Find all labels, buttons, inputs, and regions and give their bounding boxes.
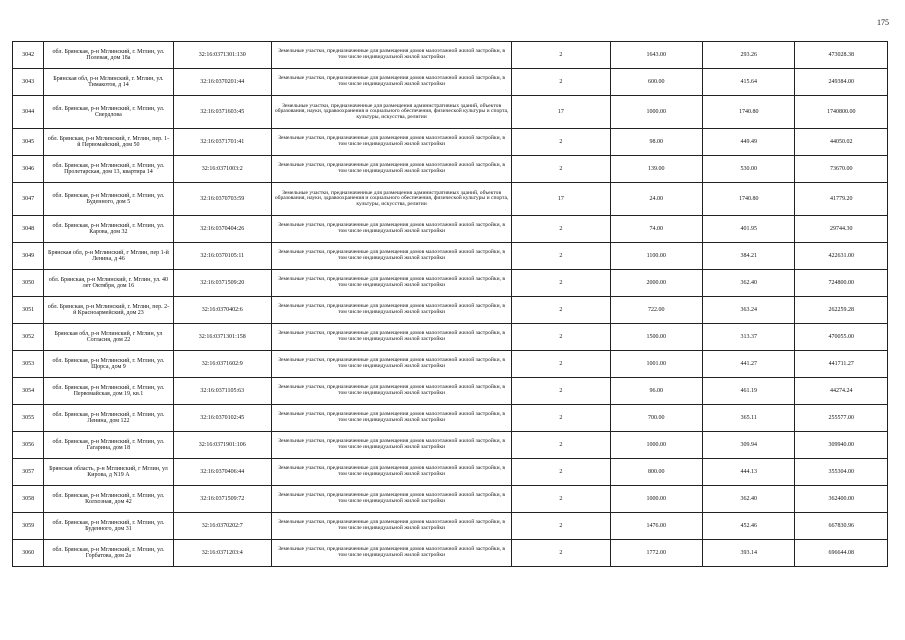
table-row bbox=[13, 297, 888, 324]
land-use-cell: Земельные участки, предназначенные для размещения административных зданий, объектов образования, науки, здравоохранения и социального обеспечения, физической культуры и спорта, культуры, искусства, религии bbox=[271, 96, 511, 129]
group-cell: 2 bbox=[512, 243, 610, 270]
land-use-cell: Земельные участки, предназначенные для размещения домов малоэтажной жилой застройки, в том числе индивидуальной жилой застройки bbox=[271, 540, 511, 567]
row-number-cell: 3058 bbox=[13, 486, 44, 513]
row-number-cell: 3057 bbox=[13, 459, 44, 486]
table-row bbox=[13, 540, 888, 567]
address-cell: обл. Брянская, р-н Мглинский, г. Мглин, ул. 40 лет Октября, дом 16 bbox=[44, 270, 173, 297]
land-use-cell: Земельные участки, предназначенные для размещения административных зданий, объектов образования, науки, здравоохранения и социального обеспечения, физической культуры и спорта, культуры, искусства, религии bbox=[271, 183, 511, 216]
cadastral-number-cell: 32:16:0371301:158 bbox=[173, 324, 271, 351]
land-use-cell: Земельные участки, предназначенные для размещения домов малоэтажной жилой застройки, в том числе индивидуальной жилой застройки bbox=[271, 297, 511, 324]
area-cell: 1100.00 bbox=[610, 243, 702, 270]
cadastral-number-cell: 32:16:0371603:45 bbox=[173, 96, 271, 129]
address-cell: обл. Брянская, р-н Мглинский, г. Мглин, ул. Полевая, дом 18а bbox=[44, 42, 173, 69]
row-number-cell: 3052 bbox=[13, 324, 44, 351]
table-row bbox=[13, 378, 888, 405]
land-use-cell: Земельные участки, предназначенные для размещения домов малоэтажной жилой застройки, в том числе индивидуальной жилой застройки bbox=[271, 42, 511, 69]
group-cell: 2 bbox=[512, 432, 610, 459]
row-number-cell: 3060 bbox=[13, 540, 44, 567]
row-number-cell: 3051 bbox=[13, 297, 44, 324]
cadastral-value-cell: 29744.30 bbox=[795, 216, 888, 243]
address-cell: обл. Брянская, р-н Мглинский, г. Мглин, ул. Гагарина, дом 18 bbox=[44, 432, 173, 459]
unit-value-cell: 393.14 bbox=[703, 540, 795, 567]
address-cell: обл. Брянская, р-н Мглинский, г. Мглин, ул. Пролетарская, дом 13, квартира 14 bbox=[44, 156, 173, 183]
unit-value-cell: 365.11 bbox=[703, 405, 795, 432]
land-use-cell: Земельные участки, предназначенные для размещения домов малоэтажной жилой застройки, в том числе индивидуальной жилой застройки bbox=[271, 405, 511, 432]
cadastral-number-cell: 32:16:0371003:2 bbox=[173, 156, 271, 183]
land-parcels-table bbox=[12, 41, 888, 567]
group-cell: 2 bbox=[512, 297, 610, 324]
cadastral-number-cell: 32:16:0370202:7 bbox=[173, 513, 271, 540]
group-cell: 2 bbox=[512, 129, 610, 156]
table-row bbox=[13, 405, 888, 432]
address-cell: обл. Брянская, р-н Мглинский, г. Мглин, ул. Щорса, дом 9 bbox=[44, 351, 173, 378]
cadastral-number-cell: 32:16:0371301:130 bbox=[173, 42, 271, 69]
land-use-cell: Земельные участки, предназначенные для размещения домов малоэтажной жилой застройки, в том числе индивидуальной жилой застройки bbox=[271, 216, 511, 243]
area-cell: 96.00 bbox=[610, 378, 702, 405]
cadastral-number-cell: 32:16:0371203:4 bbox=[173, 540, 271, 567]
address-cell: Брянская обл, р-н Мглинский, г. Мглин, ул. Тимакотов, д 14 bbox=[44, 69, 173, 96]
cadastral-value-cell: 362400.00 bbox=[795, 486, 888, 513]
cadastral-value-cell: 44274.24 bbox=[795, 378, 888, 405]
unit-value-cell: 461.19 bbox=[703, 378, 795, 405]
land-use-cell: Земельные участки, предназначенные для размещения домов малоэтажной жилой застройки, в том числе индивидуальной жилой застройки bbox=[271, 156, 511, 183]
row-number-cell: 3046 bbox=[13, 156, 44, 183]
cadastral-value-cell: 309940.00 bbox=[795, 432, 888, 459]
cadastral-value-cell: 262259.28 bbox=[795, 297, 888, 324]
address-cell: обл. Брянская, р-н Мглинский, г. Мглин, ул. Горбатова, дом 2а bbox=[44, 540, 173, 567]
group-cell: 2 bbox=[512, 378, 610, 405]
row-number-cell: 3050 bbox=[13, 270, 44, 297]
address-cell: обл. Брянская, р-н Мглинский, г. Мглин, ул. Буденного, дом 31 bbox=[44, 513, 173, 540]
land-use-cell: Земельные участки, предназначенные для размещения домов малоэтажной жилой застройки, в том числе индивидуальной жилой застройки bbox=[271, 270, 511, 297]
address-cell: обл. Брянская, р-н Мглинский, г. Мглин, пер. 1-й Первомайский, дом 50 bbox=[44, 129, 173, 156]
unit-value-cell: 401.95 bbox=[703, 216, 795, 243]
cadastral-number-cell: 32:16:0371509:72 bbox=[173, 486, 271, 513]
unit-value-cell: 1740.80 bbox=[703, 183, 795, 216]
area-cell: 1643.00 bbox=[610, 42, 702, 69]
cadastral-value-cell: 249384.00 bbox=[795, 69, 888, 96]
area-cell: 98.00 bbox=[610, 129, 702, 156]
land-use-cell: Земельные участки, предназначенные для размещения домов малоэтажной жилой застройки, в том числе индивидуальной жилой застройки bbox=[271, 486, 511, 513]
unit-value-cell: 530.00 bbox=[703, 156, 795, 183]
address-cell: обл. Брянская, р-н Мглинский, г. Мглин, ул. Буденного, дом 5 bbox=[44, 183, 173, 216]
unit-value-cell: 444.13 bbox=[703, 459, 795, 486]
cadastral-number-cell: 32:16:0370402:6 bbox=[173, 297, 271, 324]
address-cell: обл. Брянская, р-н Мглинский, г. Мглин, ул. Первомайская, дом 19, кв.1 bbox=[44, 378, 173, 405]
land-use-cell: Земельные участки, предназначенные для размещения домов малоэтажной жилой застройки, в том числе индивидуальной жилой застройки bbox=[271, 324, 511, 351]
group-cell: 2 bbox=[512, 540, 610, 567]
cadastral-number-cell: 32:16:0370404:26 bbox=[173, 216, 271, 243]
land-use-cell: Земельные участки, предназначенные для размещения домов малоэтажной жилой застройки, в том числе индивидуальной жилой застройки bbox=[271, 69, 511, 96]
row-number-cell: 3054 bbox=[13, 378, 44, 405]
group-cell: 2 bbox=[512, 69, 610, 96]
cadastral-number-cell: 32:16:0370703:59 bbox=[173, 183, 271, 216]
land-use-cell: Земельные участки, предназначенные для размещения домов малоэтажной жилой застройки, в том числе индивидуальной жилой застройки bbox=[271, 459, 511, 486]
unit-value-cell: 415.64 bbox=[703, 69, 795, 96]
cadastral-number-cell: 32:16:0370105:11 bbox=[173, 243, 271, 270]
row-number-cell: 3055 bbox=[13, 405, 44, 432]
address-cell: обл. Брянская, р-н Мглинский, г. Мглин, ул. Колхозная, дом 42 bbox=[44, 486, 173, 513]
unit-value-cell: 362.40 bbox=[703, 270, 795, 297]
unit-value-cell: 363.24 bbox=[703, 297, 795, 324]
group-cell: 2 bbox=[512, 351, 610, 378]
area-cell: 1000.00 bbox=[610, 432, 702, 459]
area-cell: 600.00 bbox=[610, 69, 702, 96]
area-cell: 800.00 bbox=[610, 459, 702, 486]
cadastral-value-cell: 441711.27 bbox=[795, 351, 888, 378]
land-use-cell: Земельные участки, предназначенные для размещения домов малоэтажной жилой застройки, в том числе индивидуальной жилой застройки bbox=[271, 513, 511, 540]
page-number: 175 bbox=[877, 18, 889, 27]
row-number-cell: 3043 bbox=[13, 69, 44, 96]
address-cell: Брянская обл, р-н Мглинский, г Мглин, ул Согласия, дом 22 bbox=[44, 324, 173, 351]
group-cell: 2 bbox=[512, 216, 610, 243]
row-number-cell: 3042 bbox=[13, 42, 44, 69]
land-use-cell: Земельные участки, предназначенные для размещения домов малоэтажной жилой застройки, в том числе индивидуальной жилой застройки bbox=[271, 378, 511, 405]
unit-value-cell: 452.46 bbox=[703, 513, 795, 540]
address-cell: Брянская область, р-н Мглинский, г Мглин, ул Кирова, д N19 А bbox=[44, 459, 173, 486]
address-cell: обл. Брянская, р-н Мглинский, г. Мглин, ул. Свердлова bbox=[44, 96, 173, 129]
cadastral-value-cell: 667830.96 bbox=[795, 513, 888, 540]
table-row bbox=[13, 42, 888, 69]
unit-value-cell: 1740.80 bbox=[703, 96, 795, 129]
cadastral-number-cell: 32:16:0370102:45 bbox=[173, 405, 271, 432]
table-row bbox=[13, 486, 888, 513]
area-cell: 1500.00 bbox=[610, 324, 702, 351]
table-row bbox=[13, 459, 888, 486]
cadastral-value-cell: 473028.38 bbox=[795, 42, 888, 69]
table-row bbox=[13, 129, 888, 156]
area-cell: 722.00 bbox=[610, 297, 702, 324]
group-cell: 17 bbox=[512, 96, 610, 129]
area-cell: 1772.00 bbox=[610, 540, 702, 567]
table-row bbox=[13, 69, 888, 96]
cadastral-number-cell: 32:16:0371105:63 bbox=[173, 378, 271, 405]
cadastral-value-cell: 422631.00 bbox=[795, 243, 888, 270]
unit-value-cell: 449.49 bbox=[703, 129, 795, 156]
unit-value-cell: 309.94 bbox=[703, 432, 795, 459]
table-row bbox=[13, 183, 888, 216]
row-number-cell: 3056 bbox=[13, 432, 44, 459]
row-number-cell: 3045 bbox=[13, 129, 44, 156]
row-number-cell: 3059 bbox=[13, 513, 44, 540]
land-use-cell: Земельные участки, предназначенные для размещения домов малоэтажной жилой застройки, в том числе индивидуальной жилой застройки bbox=[271, 129, 511, 156]
address-cell: Брянская обл, р-н Мглинский, г Мглин, пер 1-й Ленина, д 46 bbox=[44, 243, 173, 270]
unit-value-cell: 384.21 bbox=[703, 243, 795, 270]
cadastral-number-cell: 32:16:0370201:44 bbox=[173, 69, 271, 96]
cadastral-value-cell: 470055.00 bbox=[795, 324, 888, 351]
cadastral-value-cell: 724800.00 bbox=[795, 270, 888, 297]
group-cell: 2 bbox=[512, 324, 610, 351]
row-number-cell: 3048 bbox=[13, 216, 44, 243]
area-cell: 1000.00 bbox=[610, 96, 702, 129]
cadastral-value-cell: 44050.02 bbox=[795, 129, 888, 156]
area-cell: 1476.00 bbox=[610, 513, 702, 540]
cadastral-value-cell: 355304.00 bbox=[795, 459, 888, 486]
area-cell: 24.00 bbox=[610, 183, 702, 216]
area-cell: 139.00 bbox=[610, 156, 702, 183]
cadastral-value-cell: 41779.20 bbox=[795, 183, 888, 216]
table-row bbox=[13, 216, 888, 243]
unit-value-cell: 362.40 bbox=[703, 486, 795, 513]
address-cell: обл. Брянская, р-н Мглинский, г. Мглин, ул. Карова, дом 32 bbox=[44, 216, 173, 243]
cadastral-number-cell: 32:16:0370406:44 bbox=[173, 459, 271, 486]
table-row bbox=[13, 270, 888, 297]
group-cell: 2 bbox=[512, 486, 610, 513]
table-row bbox=[13, 351, 888, 378]
group-cell: 17 bbox=[512, 183, 610, 216]
land-use-cell: Земельные участки, предназначенные для размещения домов малоэтажной жилой застройки, в том числе индивидуальной жилой застройки bbox=[271, 432, 511, 459]
group-cell: 2 bbox=[512, 513, 610, 540]
land-use-cell: Земельные участки, предназначенные для размещения домов малоэтажной жилой застройки, в том числе индивидуальной жилой застройки bbox=[271, 351, 511, 378]
table-row bbox=[13, 243, 888, 270]
cadastral-number-cell: 32:16:0371602:9 bbox=[173, 351, 271, 378]
area-cell: 1001.00 bbox=[610, 351, 702, 378]
row-number-cell: 3049 bbox=[13, 243, 44, 270]
row-number-cell: 3047 bbox=[13, 183, 44, 216]
cadastral-value-cell: 696644.08 bbox=[795, 540, 888, 567]
group-cell: 2 bbox=[512, 405, 610, 432]
group-cell: 2 bbox=[512, 270, 610, 297]
area-cell: 2000.00 bbox=[610, 270, 702, 297]
table-row bbox=[13, 432, 888, 459]
group-cell: 2 bbox=[512, 42, 610, 69]
cadastral-number-cell: 32:16:0371901:106 bbox=[173, 432, 271, 459]
address-cell: обл. Брянская, р-н Мглинский, г. Мглин, ул. Ленина, дом 122 bbox=[44, 405, 173, 432]
area-cell: 700.00 bbox=[610, 405, 702, 432]
table-row bbox=[13, 324, 888, 351]
land-use-cell: Земельные участки, предназначенные для размещения домов малоэтажной жилой застройки, в том числе индивидуальной жилой застройки bbox=[271, 243, 511, 270]
cadastral-value-cell: 1740800.00 bbox=[795, 96, 888, 129]
cadastral-number-cell: 32:16:0371701:41 bbox=[173, 129, 271, 156]
cadastral-value-cell: 255577.00 bbox=[795, 405, 888, 432]
area-cell: 1000.00 bbox=[610, 486, 702, 513]
table-row bbox=[13, 513, 888, 540]
group-cell: 2 bbox=[512, 459, 610, 486]
unit-value-cell: 313.37 bbox=[703, 324, 795, 351]
area-cell: 74.00 bbox=[610, 216, 702, 243]
row-number-cell: 3044 bbox=[13, 96, 44, 129]
group-cell: 2 bbox=[512, 156, 610, 183]
table-row bbox=[13, 156, 888, 183]
table-row bbox=[13, 96, 888, 129]
cadastral-value-cell: 73670.00 bbox=[795, 156, 888, 183]
row-number-cell: 3053 bbox=[13, 351, 44, 378]
cadastral-number-cell: 32:16:0371509:20 bbox=[173, 270, 271, 297]
unit-value-cell: 293.26 bbox=[703, 42, 795, 69]
address-cell: обл. Брянская, р-н Мглинский, г. Мглин, пер. 2-й Красноармейский, дом 23 bbox=[44, 297, 173, 324]
unit-value-cell: 441.27 bbox=[703, 351, 795, 378]
